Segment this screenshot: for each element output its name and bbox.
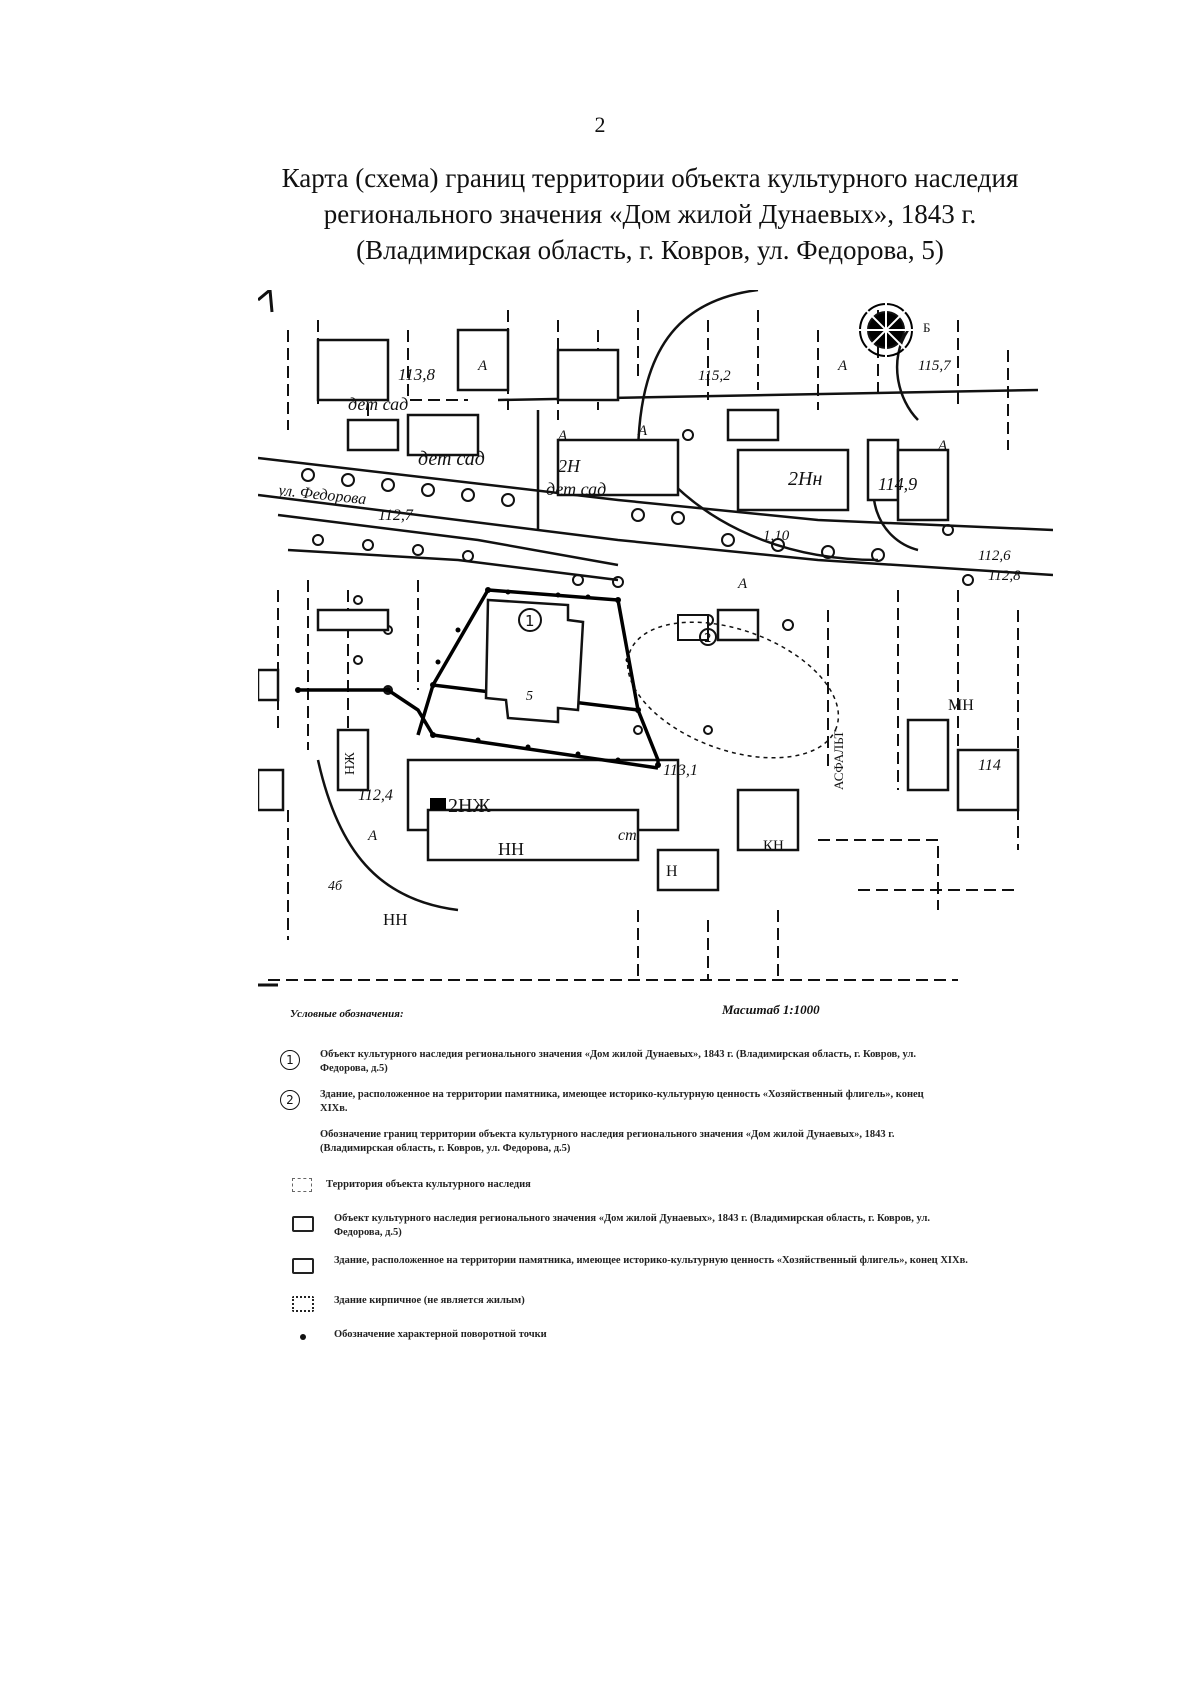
label-elev-110: 1,10	[763, 528, 790, 544]
label-asfalt: АСФАЛЬТ	[831, 730, 846, 790]
map-scale: Масштаб 1:1000	[722, 1002, 820, 1017]
label-2nzh: 2НЖ	[448, 795, 491, 817]
legend-item-6: Здание, расположенное на территории памятника, имеющее историко-культурную ценность «Хозяйственный флигель», конец XIXв.	[334, 1255, 968, 1266]
legend-item-7: Здание кирпичное (не является жилым)	[334, 1295, 525, 1306]
label-a4: А	[938, 438, 948, 454]
page-number: 2	[594, 112, 606, 137]
label-2n-1: 2Н	[558, 456, 580, 476]
site-map	[258, 290, 1053, 990]
buildings	[258, 330, 1018, 890]
legend-circle-1-icon: 1	[280, 1050, 300, 1070]
compass-icon	[854, 298, 918, 362]
label-det-sad-1: дет сад	[348, 394, 409, 414]
label-46: 4б	[328, 879, 343, 894]
map-edge-marks	[258, 290, 278, 985]
marker-2-label: 2	[704, 631, 712, 645]
legend-heading: Условные обозначения:	[290, 1008, 404, 1020]
label-nn-2: НН	[383, 910, 408, 929]
label-a7: А	[638, 423, 648, 439]
label-kn: КН	[763, 838, 784, 854]
label-compass: Б	[923, 320, 931, 335]
label-street: ул. Федорова	[277, 482, 368, 509]
legend-item-2: Здание, расположенное на территории памятника, имеющее историко-культурную ценность «Хозяйственный флигель», конец XIXв.	[320, 1089, 924, 1114]
label-a1: А	[478, 358, 488, 374]
title-line-1: Карта (схема) границ территории объекта культурного наследия	[281, 163, 1019, 193]
label-a3: А	[838, 358, 848, 374]
label-elev-1138: 113,8	[398, 365, 435, 384]
label-5: 5	[526, 689, 533, 704]
page-title	[200, 160, 1100, 268]
title-line-2: регионального значения «Дом жилой Дунаевых», 1843 г.	[323, 199, 977, 229]
label-elev-1149: 114,9	[878, 474, 918, 494]
legend-turning-point-icon	[300, 1334, 306, 1340]
label-elev-1127: 112,7	[378, 507, 413, 524]
label-elev-1131: 113,1	[663, 762, 698, 779]
legend-item-5: Объект культурного наследия регионального значения «Дом жилой Дунаевых», 1843 г. (Владимирская область, г. Ковров, ул. Федорова, д.5)	[334, 1213, 930, 1238]
legend-item-1: Объект культурного наследия регионального значения «Дом жилой Дунаевых», 1843 г. (Владимирская область, г. Ковров, ул. Федорова, д.5)	[320, 1049, 916, 1074]
label-a2: А	[558, 428, 568, 444]
legend-circle-2-icon: 2	[280, 1090, 300, 1110]
label-nn-1: НН	[498, 839, 524, 859]
label-a6: А	[368, 828, 378, 844]
label-2n-2: 2Нн	[788, 468, 823, 490]
label-elev-1126: 112,6	[978, 548, 1011, 564]
label-det-sad-3: дет сад	[546, 479, 607, 499]
legend-territory-icon	[292, 1178, 312, 1192]
label-elev-1140: 114	[978, 757, 1001, 774]
label-det-sad-2: дет сад	[418, 448, 485, 470]
label-elev-1152: 115,2	[698, 368, 731, 384]
label-a5: А	[738, 576, 748, 592]
label-st: ст	[618, 827, 637, 844]
title-line-3: (Владимирская область, г. Ковров, ул. Федорова, 5)	[356, 235, 944, 265]
hatched-block-icon	[430, 798, 446, 810]
label-mn: МН	[948, 697, 974, 714]
legend-item-8: Обозначение характерной поворотной точки	[334, 1329, 547, 1340]
label-nzh: НЖ	[343, 752, 358, 775]
legend-object-icon	[292, 1216, 314, 1232]
label-elev-1124: 112,4	[358, 787, 393, 804]
legend-brick-building-icon	[292, 1296, 314, 1312]
label-elev-1128: 112,8	[988, 568, 1021, 584]
marker-1-label: 1	[525, 612, 535, 630]
label-n: Н	[666, 863, 678, 880]
legend-item-4: Территория объекта культурного наследия	[326, 1179, 531, 1190]
legend-fligel-icon	[292, 1258, 314, 1274]
legend-item-3: Обозначение границ территории объекта культурного наследия регионального значения «Дом жилой Дунаевых», 1843 г. (Владимирская область, г. Ковров, ул. Федорова, д.5)	[320, 1129, 895, 1154]
label-elev-1157: 115,7	[918, 358, 951, 374]
map-drawing	[258, 290, 1053, 990]
